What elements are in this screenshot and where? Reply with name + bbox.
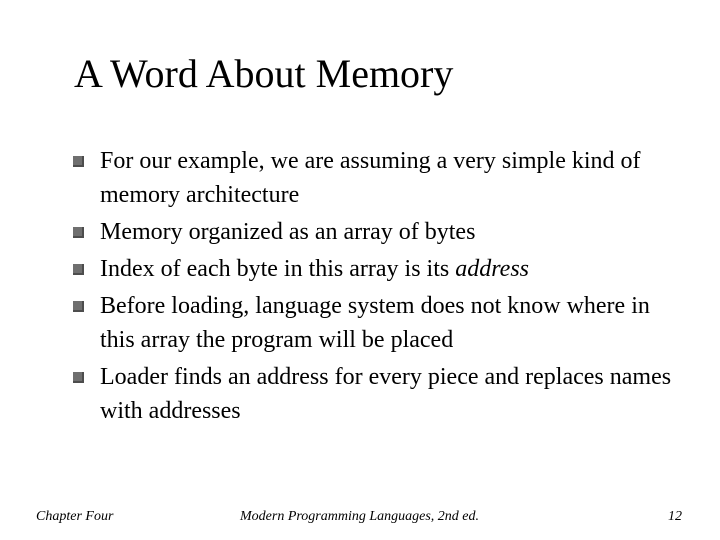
footer-book-title: Modern Programming Languages, 2nd ed. bbox=[240, 509, 480, 524]
bullet-emphasis: address bbox=[455, 256, 530, 282]
square-bullet-icon bbox=[73, 156, 84, 167]
bullet-text: Before loading, language system does not know where in this array the program will be placed bbox=[100, 293, 650, 353]
bullet-text: Index of each byte in this array is its bbox=[100, 256, 456, 282]
bullet-item bbox=[72, 289, 672, 357]
bullet-text: Memory organized as an array of bytes bbox=[100, 219, 476, 245]
bullet-item bbox=[72, 252, 672, 286]
bullet-list bbox=[72, 144, 672, 431]
bullet-item bbox=[72, 360, 672, 428]
footer-chapter: Chapter Four bbox=[36, 509, 114, 524]
square-bullet-icon bbox=[73, 227, 84, 238]
bullet-text: For our example, we are assuming a very simple kind of memory architecture bbox=[100, 148, 641, 208]
slide-title: A Word About Memory bbox=[74, 51, 454, 96]
square-bullet-icon bbox=[73, 301, 84, 312]
square-bullet-icon bbox=[73, 372, 84, 383]
footer-page-number: 12 bbox=[668, 509, 682, 524]
bullet-text: Loader finds an address for every piece and replaces names with addresses bbox=[100, 364, 672, 424]
square-bullet-icon bbox=[73, 264, 84, 275]
bullet-item bbox=[72, 144, 672, 212]
bullet-item bbox=[72, 215, 672, 249]
